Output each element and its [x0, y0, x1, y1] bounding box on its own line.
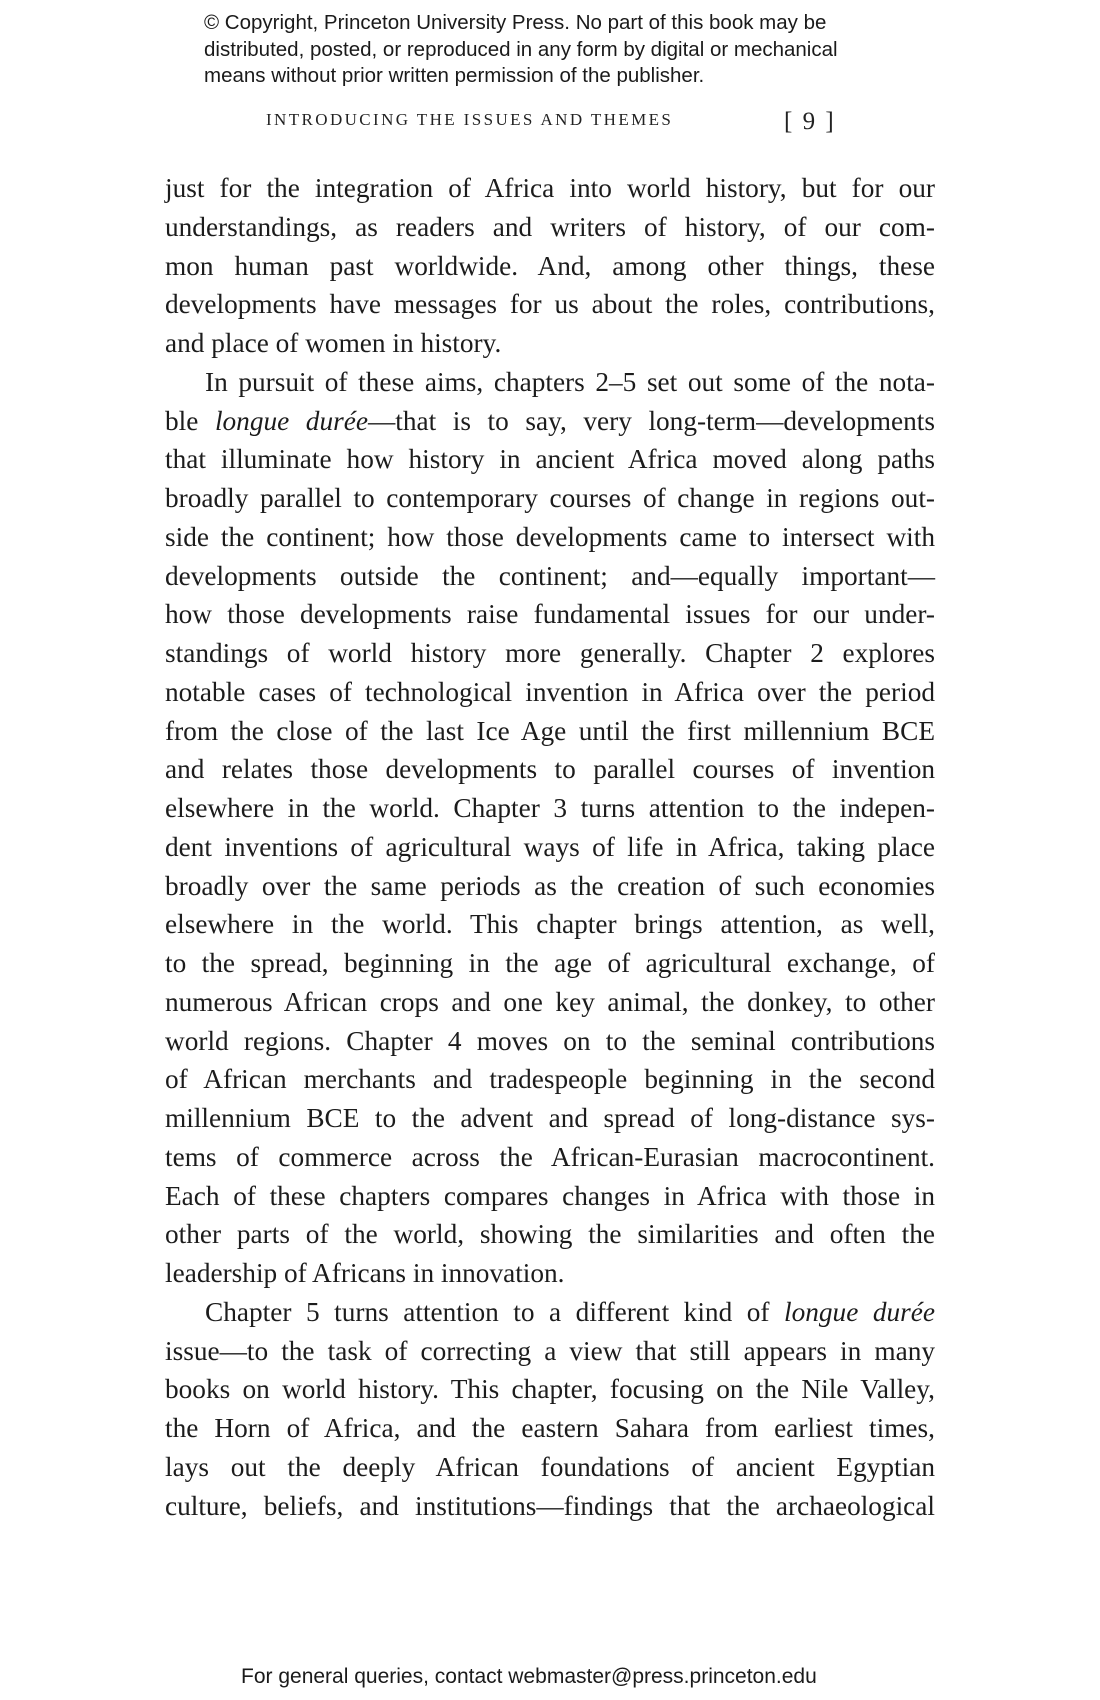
text-run: developments outside the continent; and—equally important—	[165, 560, 935, 591]
text-run: developments have messages for us about the roles, contributions,	[165, 289, 935, 320]
text-run: other parts of the world, showing the similarities and often the	[165, 1219, 935, 1250]
text-line	[165, 1138, 935, 1177]
text-line	[165, 750, 935, 789]
text-line	[165, 208, 935, 247]
text-line	[165, 867, 935, 906]
text-run: —that is to say, very long-term—developments	[367, 405, 935, 436]
text-line	[165, 285, 935, 324]
text-line	[165, 1177, 935, 1216]
text-line	[165, 363, 935, 402]
text-line	[165, 944, 935, 983]
text-run: notable cases of technological invention in Africa over the period	[165, 676, 935, 707]
text-line	[165, 518, 935, 557]
text-run: elsewhere in the world. Chapter 3 turns attention to the indepen-	[165, 793, 935, 823]
text-run: standings of world history more generally. Chapter 2 explores	[165, 638, 935, 668]
text-run: world regions. Chapter 4 moves on to the seminal contributions	[165, 1025, 935, 1056]
text-line	[165, 1332, 935, 1371]
text-run: from the close of the last Ice Age until the first millennium BCE	[165, 715, 935, 746]
italic-phrase: longue durée	[214, 405, 368, 436]
copyright-line: © Copyright, Princeton University Press. No part of this book may be	[204, 11, 827, 34]
text-run: just for the integration of Africa into world history, but for our	[165, 173, 935, 203]
text-run: broadly over the same periods as the creation of such economies	[165, 870, 935, 901]
text-line	[165, 905, 935, 944]
text-line	[165, 712, 935, 751]
text-line	[165, 789, 935, 828]
text-line	[165, 479, 935, 518]
text-line	[165, 324, 935, 363]
text-line	[165, 1409, 935, 1448]
text-line	[165, 1060, 935, 1099]
text-run: broadly parallel to contemporary courses of change in regions out-	[165, 483, 935, 513]
copyright-notice	[204, 10, 964, 90]
text-run: and relates those developments to parallel courses of invention	[165, 754, 935, 785]
text-line	[165, 247, 935, 286]
text-line	[165, 634, 935, 673]
text-line	[165, 169, 935, 208]
text-line	[165, 1022, 935, 1061]
text-line	[165, 1215, 935, 1254]
text-line	[165, 983, 935, 1022]
text-run: understandings, as readers and writers of history, of our com-	[165, 211, 935, 242]
text-run: numerous African crops and one key animal, the donkey, to other	[165, 986, 935, 1017]
text-line	[165, 673, 935, 712]
text-line	[165, 595, 935, 634]
text-line	[165, 440, 935, 479]
page-number: [ 9 ]	[784, 108, 836, 135]
running-head: INTRODUCING THE ISSUES AND THEMES	[266, 110, 674, 129]
text-run: dent inventions of agricultural ways of life in Africa, taking place	[165, 831, 935, 862]
text-run: books on world history. This chapter, focusing on the Nile Valley,	[165, 1374, 935, 1405]
text-run: the Horn of Africa, and the eastern Sahara from earliest times,	[165, 1413, 935, 1443]
text-run: mon human past worldwide. And, among other things, these	[165, 250, 935, 281]
text-run: Chapter 5 turns attention to a different kind of	[205, 1296, 785, 1327]
text-line	[165, 828, 935, 867]
body-text	[165, 169, 935, 1525]
footer-contact: For general queries, contact webmaster@press.princeton.edu	[241, 1665, 817, 1688]
text-line	[165, 402, 935, 441]
text-run: issue—to the task of correcting a view that still appears in many	[165, 1335, 935, 1366]
text-run: ble	[165, 405, 215, 436]
italic-phrase: longue durée	[784, 1296, 935, 1327]
text-line	[165, 1448, 935, 1487]
text-run: of African merchants and tradespeople beginning in the second	[165, 1064, 935, 1095]
text-run: Each of these chapters compares changes in Africa with those in	[165, 1180, 935, 1211]
copyright-line: means without prior written permission of the publisher.	[204, 64, 705, 87]
text-run: In pursuit of these aims, chapters 2–5 set out some of the nota-	[205, 366, 935, 397]
text-line	[165, 1254, 935, 1293]
text-line	[165, 1099, 935, 1138]
text-line	[165, 1293, 935, 1332]
text-run: tems of commerce across the African-Eurasian macrocontinent.	[165, 1141, 935, 1172]
text-run: how those developments raise fundamental issues for our under-	[165, 599, 935, 630]
text-line	[165, 1487, 935, 1526]
text-run: leadership of Africans in innovation.	[165, 1258, 565, 1288]
text-run: that illuminate how history in ancient Africa moved along paths	[165, 444, 935, 475]
text-run: millennium BCE to the advent and spread of long-distance sys-	[165, 1103, 935, 1133]
text-run: to the spread, beginning in the age of agricultural exchange, of	[165, 948, 935, 978]
text-run: lays out the deeply African foundations of ancient Egyptian	[165, 1451, 935, 1482]
copyright-line: distributed, posted, or reproduced in any form by digital or mechanical	[204, 37, 838, 61]
text-run: culture, beliefs, and institutions—findings that the archaeological	[165, 1490, 935, 1521]
text-run: elsewhere in the world. This chapter brings attention, as well,	[165, 909, 935, 940]
text-line	[165, 1370, 935, 1409]
text-run: side the continent; how those developments came to intersect with	[165, 521, 935, 552]
text-line	[165, 557, 935, 596]
text-run: and place of women in history.	[165, 328, 502, 358]
